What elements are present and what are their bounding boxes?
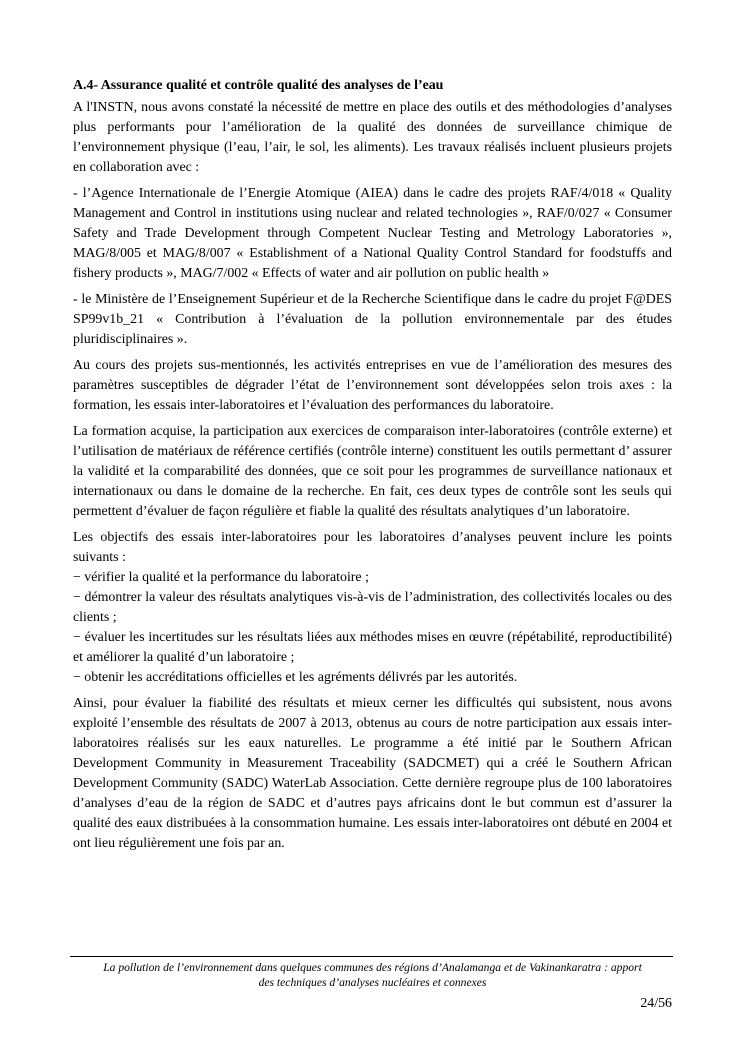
paragraph-closing: Ainsi, pour évaluer la fiabilité des résultats et mieux cerner les difficultés qui subsistent, nous avons exploité l’ensemble des résultats de 2007 à 2013, obtenus au cours de notre participation aux essais inter-laboratoires réalisés sur les eaux naturelles. Le programme a été initié par le Southern African Development Community in Measurement Traceability (SADCMET) qui a créé le Southern African Development Community (SADC) WaterLab Association. Cette dernière regroupe plus de 100 laboratoires d’analyses d’eau de la région de SADC et d’autres pays africains dont le but commun est d’assurer la qualité des eaux distribuées à la consommation humaine. Les essais inter-laboratoires ont débuté en 2004 et ont lieu régulièrement une fois par an. — [73, 696, 672, 851]
paragraph-aiea-projects: - l’Agence Internationale de l’Energie Atomique (AIEA) dans le cadre des projets RAF/4/018 « Quality Management and Control in institutions using nuclear and related technologies », RAF/0/027 « Consumer Safety and Trade Development through Competent Nuclear Testing and Metrology Laboratories », MAG/8/005 et MAG/8/007 « Establishment of a National Quality Control Standard for foodstuffs and fishery products », MAG/7/002 « Effects of water and air pollution on public health » — [73, 186, 672, 281]
page-footer — [73, 960, 672, 990]
objectives-list — [73, 568, 672, 688]
list-item: − évaluer les incertitudes sur les résultats liées aux méthodes mises en œuvre (répétabilité, reproductibilité) et améliorer la qualité d’un laboratoire ; — [73, 630, 672, 665]
section-heading: A.4- Assurance qualité et contrôle qualité des analyses de l’eau — [73, 78, 444, 93]
paragraph-intro: A l'INSTN, nous avons constaté la nécessité de mettre en place des outils et des méthodologies d’analyses plus performants pour l’amélioration de la qualité des données de surveillance chimique de l’environnement physique (l’eau, l’air, le sol, les aliments). Les travaux réalisés incluent plusieurs projets en collaboration avec : — [73, 100, 672, 175]
page-number: 24/56 — [640, 996, 672, 1011]
footer-line-2: des techniques d’analyses nucléaires et connexes — [258, 976, 487, 989]
footer-line-1: La pollution de l’environnement dans quelques communes des régions d’Analamanga et de Vakinankaratra : apport — [103, 961, 642, 974]
paragraph-training: La formation acquise, la participation aux exercices de comparaison inter-laboratoires (contrôle externe) et l’utilisation de matériaux de référence certifiés (contrôle interne) constituent les outils permettant d’ assurer la validité et la comparabilité des données, que ce soit pour les programmes de surveillance nationaux et internationaux ou dans le domaine de la recherche. En fait, ces deux types de contrôle sont les seuls qui permettent d’évaluer de façon régulière et fiable la qualité des résultats analytiques d’un laboratoire. — [73, 424, 672, 519]
paragraph-ministry-project: - le Ministère de l’Enseignement Supérieur et de la Recherche Scientifique dans le cadre du projet F@DES SP99v1b_21 « Contribution à l’évaluation de la pollution environnementale par des études pluridisciplinaires ». — [73, 292, 672, 347]
list-item: − vérifier la qualité et la performance du laboratoire ; — [73, 570, 369, 585]
list-item: − obtenir les accréditations officielles et les agréments délivrés par les autorités. — [73, 670, 518, 685]
list-item: − démontrer la valeur des résultats analytiques vis-à-vis de l’administration, des collectivités locales ou des clients ; — [73, 590, 672, 625]
footer-divider — [70, 956, 673, 957]
paragraph-axes: Au cours des projets sus-mentionnés, les activités entreprises en vue de l’amélioration des mesures des paramètres susceptibles de dégrader l’état de l’environnement sont développées selon trois axes : la formation, les essais inter-laboratoires et l’évaluation des performances du laboratoire. — [73, 358, 672, 413]
document-body — [73, 76, 672, 860]
paragraph-objectives: Les objectifs des essais inter-laboratoires pour les laboratoires d’analyses peuvent inclure les points suivants : — [73, 530, 672, 565]
